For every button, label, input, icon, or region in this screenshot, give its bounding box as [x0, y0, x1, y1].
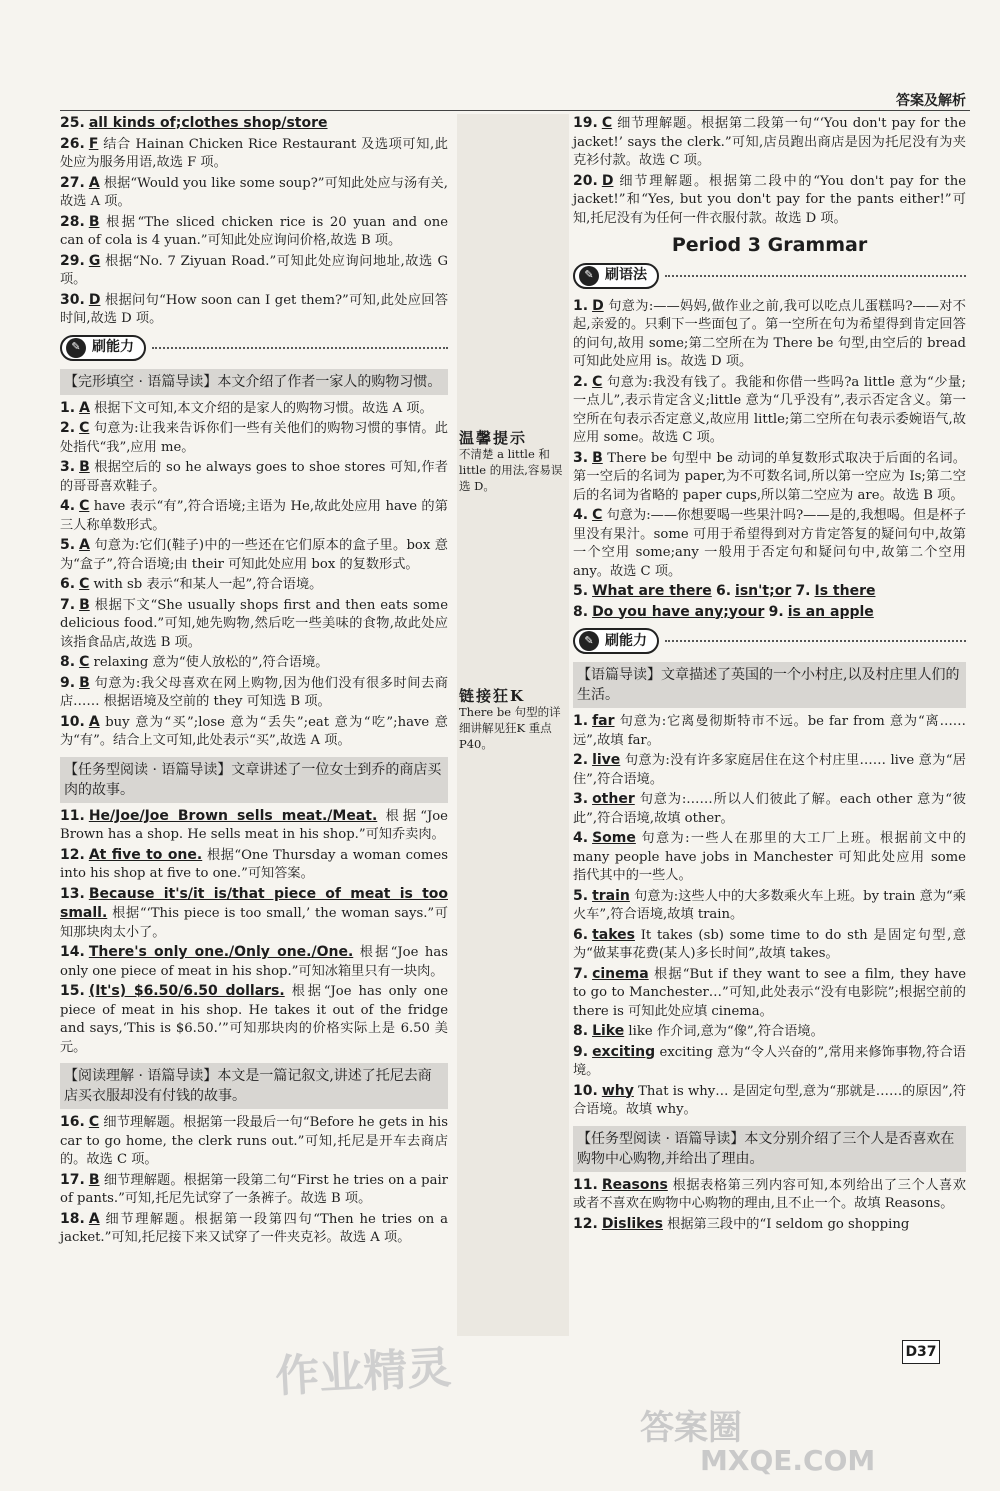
item-explanation: 根据第三段中的“I seldom go shopping	[667, 1216, 910, 1232]
item-number: 1.	[573, 297, 589, 314]
item-explanation: 细节理解题。根据第二段第一句“‘You don't pay for the jacket!’ says the clerk.”可知,店员跑出商店是因为托尼没有为夹克衫付款。故选 C 项。	[573, 116, 966, 168]
item-answer: C	[592, 373, 603, 390]
header-rule	[60, 110, 970, 111]
item-explanation: buy 意为“买”;lose 意为“丢失”;eat 意为“吃”;have 意为“有”。结合上文可知,此处表示“买”,故选 A 项。	[60, 714, 448, 748]
section-label: 刷语法	[605, 267, 647, 284]
tip-note	[459, 430, 567, 494]
guide-reading: 【阅读理解 · 语篇导读】本文是一篇记叙文,讲述了托尼去商店买衣服却没有付钱的故事。	[60, 1063, 448, 1109]
item-answer: B	[88, 1171, 100, 1188]
item-explanation: 句意为:它离曼彻斯特市不远。be far from 意为“离……远”,故填 far。	[573, 714, 966, 748]
left-column	[60, 114, 448, 1249]
answer-item	[573, 1082, 966, 1120]
item-explanation: 根据“‘This piece is too small,’ the woman says.”可知那块肉太小了。	[60, 906, 448, 940]
item-answer: live	[592, 752, 621, 768]
item-number: 10.	[573, 1082, 598, 1099]
reading-answers	[60, 1113, 448, 1248]
item-answer: A	[79, 537, 90, 553]
answer-item	[573, 1043, 966, 1081]
watermark-logo: 答案圈	[640, 1408, 742, 1448]
grammar-answers	[573, 297, 966, 582]
item-number: 1.	[60, 399, 76, 416]
item-number: 30.	[60, 291, 85, 308]
item-number: 7.	[573, 965, 589, 982]
answer-item	[60, 419, 448, 457]
item-number: 8.	[573, 603, 589, 620]
item-answer: C	[88, 1114, 100, 1130]
item-explanation: 根据“Joe has only one piece of meat in his shop.”可知冰箱里只有一块肉。	[60, 945, 448, 979]
item-number: 3.	[60, 459, 76, 475]
item-number: 12.	[60, 846, 85, 863]
margin-notes-column	[457, 114, 569, 1336]
item-answer: A	[88, 713, 100, 730]
item-number: 7.	[795, 583, 811, 599]
item-number: 25.	[60, 115, 85, 131]
item-answer: Dislikes	[601, 1215, 663, 1232]
item-number: 29.	[60, 252, 85, 269]
item-answer: Is there	[814, 583, 876, 599]
item-answer: all kinds of;clothes shop/store	[88, 115, 328, 131]
section-header-ability-2	[573, 626, 966, 656]
answer-item	[60, 174, 448, 212]
item-answer: other	[592, 791, 635, 807]
answer-item	[60, 1210, 448, 1248]
section-header-ability	[60, 333, 448, 363]
item-answer: C	[79, 498, 90, 514]
item-answer: takes	[592, 926, 635, 943]
item-answer: Like	[592, 1023, 625, 1039]
item-answer: C	[79, 654, 90, 670]
task-answers	[60, 807, 448, 1058]
item-explanation: 根据空后的 so he always goes to shoe stores 可知,作者的哥哥喜欢鞋子。	[60, 460, 448, 494]
item-answer: B	[79, 459, 90, 475]
item-answer: (It's) $6.50/6.50 dollars.	[88, 983, 285, 999]
pencil-icon: ✎	[579, 266, 599, 286]
item-number: 16.	[60, 1114, 85, 1130]
item-answer: D	[88, 291, 101, 308]
item-explanation: 根据表格第三列内容可知,本列给出了三个人喜欢或者不喜欢在购物中心购物的理由,且不止一个。故填 Reasons。	[573, 1177, 966, 1211]
item-answer: Some	[592, 830, 636, 846]
item-explanation: 句意为:我父母喜欢在网上购物,因为他们没有很多时间去商店…… 根据语境及空前的 they 可知选 B 项。	[60, 675, 448, 709]
answer-item	[60, 575, 448, 595]
watermark-text: 作业精灵	[274, 1342, 453, 1403]
item-number: 2.	[573, 373, 589, 390]
item-explanation: 句意为:它们(鞋子)中的一些还在它们原本的盒子里。box 意为“盒子”,符合语境;由 their 可知此处应用 box 的复数形式。	[60, 538, 448, 572]
item-answer: B	[79, 596, 90, 613]
answer-item	[60, 399, 448, 419]
answer-item	[60, 1113, 448, 1170]
item-explanation: 句意为:我没有钱了。我能和你借一些吗?a little 意为“少量;一点儿”,表示肯定含义;little 意为“几乎没有”,表示否定含义。第一空所在句表示否定意义,故应用 little;第二空所在句表示委婉语气,故应用 some。故选 C 项。	[573, 374, 967, 445]
item-number: 26.	[60, 135, 85, 152]
right-column	[573, 114, 966, 1235]
item-number: 2.	[573, 752, 589, 768]
item-explanation: have 表示“有”,符合语境;主语为 He,故此处应用 have 的第三人称单数形式。	[60, 499, 448, 533]
item-explanation: 句意为:一些人在那里的大工厂上班。根据前文中的 many people have jobs in Manchester 可知此处应用 some 指代其中的一些人。	[573, 831, 966, 883]
answer-item	[573, 114, 966, 171]
item-explanation: 根据“But if they want to see a film, they have to go to Manchester…”可知,此处表示“没有电影院”;根据空前的 there is 可知此处应填 cinema。	[573, 966, 966, 1019]
item-answer: train	[592, 887, 630, 904]
item-explanation: 句意为:让我来告诉你们一些有关他们的购物习惯的事情。此处指代“我”,应用 me。	[60, 421, 448, 455]
answer-item	[60, 497, 448, 535]
item-number: 7.	[60, 596, 76, 613]
item-answer: There's only one./Only one./One.	[88, 944, 354, 960]
answer-item	[573, 297, 966, 372]
item-number: 8.	[60, 654, 76, 670]
item-number: 11.	[573, 1176, 598, 1193]
item-number: 14.	[60, 944, 85, 960]
answer-item	[573, 965, 966, 1022]
section-divider	[665, 275, 966, 277]
item-explanation: There be 句型中 be 动词的单复数形式取决于后面的名词。第一空后的名词为 paper,为不可数名词,所以第一空应为 Is;第二空后的名词为省略的 paper cups,所以第二空应为 are。故选 B 项。	[573, 450, 966, 503]
item-answer: A	[79, 399, 90, 416]
section-label: 刷能力	[92, 339, 134, 356]
answer-item	[573, 926, 966, 964]
item-answer: cinema	[592, 965, 649, 982]
watermark-url: MXQE.COM	[700, 1444, 876, 1477]
answer-item	[60, 458, 448, 496]
item-answer: C	[592, 507, 603, 523]
item-number: 5.	[573, 887, 589, 904]
item-answer: B	[592, 449, 603, 466]
link-title: 链接狂K	[459, 687, 526, 705]
item-number: 8.	[573, 1023, 589, 1039]
item-number: 11.	[60, 807, 85, 824]
item-answer: why	[601, 1082, 634, 1099]
item-number: 4.	[573, 507, 589, 523]
answer-item	[573, 603, 966, 623]
item-explanation: 细节理解题。根据第一段第四句“Then he tries on a jacket.”可知,托尼接下来又试穿了一件夹克衫。故选 A 项。	[60, 1211, 448, 1245]
item-answer: exciting	[592, 1043, 656, 1060]
item-explanation: 细节理解题。根据第一段最后一句“Before he gets in his car to go home, the clerk runs out.”可知,托尼是开车去商店的。故选 C 项。	[60, 1115, 448, 1167]
item-number: 28.	[60, 213, 85, 230]
item-explanation: 细节理解题。根据第一段第二句“First he tries on a pair of pants.”可知,托尼先试穿了一条裤子。故选 B 项。	[60, 1172, 448, 1206]
item-explanation: 句意为:——妈妈,做作业之前,我可以吃点儿蛋糕吗?——对不起,亲爱的。只剩下一些面包了。第一空所在句为希望得到肯定回答的问句,故用 some;第二空所在为 There be 句型,由空后的 bread 可知此处应用 is。故选 D 项。	[573, 298, 966, 369]
link-note	[459, 688, 567, 752]
guide-task: 【任务型阅读 · 语篇导读】文章讲述了一位女士到乔的商店买肉的故事。	[60, 757, 448, 803]
item-number: 17.	[60, 1171, 85, 1188]
item-answer: D	[601, 172, 614, 189]
guide-passage: 【语篇导读】文章描述了英国的一个小村庄,以及村庄里人们的生活。	[573, 662, 966, 708]
answer-item	[60, 982, 448, 1057]
answer-item	[573, 751, 966, 789]
item-number: 9.	[768, 603, 784, 620]
link-text: There be 句型的详细讲解见狂K 重点 P40。	[459, 705, 561, 751]
item-explanation: 根据下文“She usually shops first and then eats some delicious food.”可知,她先购物,然后吃一些美味的食物,故此处应该指食品店,故选 B 项。	[60, 597, 448, 650]
item-explanation: with sb 表示“和某人一起”,符合语境。	[93, 577, 323, 592]
answer-item	[60, 536, 448, 574]
answer-item	[573, 887, 966, 925]
item-number: 1.	[573, 713, 589, 729]
answer-item	[60, 291, 448, 329]
item-answer: far	[592, 713, 615, 729]
task-answers-2	[573, 1176, 966, 1235]
answer-item	[60, 846, 448, 884]
item-answer: B	[88, 213, 100, 230]
item-answer: isn't;or	[735, 583, 792, 599]
answer-item	[573, 582, 966, 602]
item-explanation: 根据“Joe Brown has a shop. He sells meat in his shop.”可知乔卖肉。	[60, 808, 448, 842]
item-answer: A	[88, 1210, 100, 1227]
item-explanation: 根据“No. 7 Ziyuan Road.”可知此处应询问地址,故选 G 项。	[60, 253, 448, 287]
answer-item	[573, 449, 966, 506]
item-explanation: 句意为:——你想要喝一些果汁吗?——是的,我想喝。但是杯子里没有果汁。some 可用于希望得到对方肯定答复的疑问句中,故第一个空用 some;any 一般用于否定句和疑问句中,故第二个空用 any。故选 C 项。	[573, 508, 966, 579]
item-number: 27.	[60, 174, 85, 191]
answer-item	[60, 1171, 448, 1209]
guide-cloze: 【完形填空 · 语篇导读】本文介绍了作者一家人的购物习惯。	[60, 369, 448, 395]
tip-text: 不清楚 a little 和 little 的用法,容易误选 D。	[459, 447, 563, 493]
page-header-title: 答案及解析	[896, 93, 966, 109]
pencil-icon: ✎	[579, 631, 599, 651]
item-answer: C	[601, 115, 613, 131]
item-number: 6.	[573, 926, 589, 943]
word-answers	[573, 712, 966, 1120]
item-number: 3.	[573, 449, 589, 466]
item-number: 5.	[573, 583, 589, 599]
answer-item	[60, 252, 448, 290]
answer-item	[60, 213, 448, 251]
item-answer: is an apple	[787, 603, 874, 620]
answer-item	[573, 1176, 966, 1214]
item-number: 9.	[573, 1043, 589, 1060]
item-answer: Reasons	[601, 1176, 668, 1193]
item-number: 19.	[573, 115, 598, 131]
answer-item	[60, 713, 448, 751]
section-divider	[152, 347, 448, 349]
section-label: 刷能力	[605, 632, 647, 649]
answer-item	[60, 807, 448, 845]
answer-item	[60, 674, 448, 712]
page-number: D37	[902, 1340, 940, 1364]
answer-item	[60, 114, 448, 134]
item-number: 10.	[60, 713, 85, 730]
guide-task-2: 【任务型阅读 · 语篇导读】本文分别介绍了三个人是否喜欢在购物中心购物,并给出了理由。	[573, 1126, 966, 1172]
item-answer: F	[88, 135, 99, 152]
item-answer: C	[79, 420, 90, 436]
item-answer: Do you have any;your	[592, 603, 765, 620]
item-number: 20.	[573, 172, 598, 189]
item-number: 4.	[573, 830, 589, 846]
fill-answers	[573, 582, 966, 622]
item-explanation: That is why… 是固定句型,意为“那就是……的原因”,符合语境。故填 why。	[573, 1083, 966, 1117]
item-explanation: 根据下文可知,本文介绍的是家人的购物习惯。故选 A 项。	[94, 400, 433, 416]
item-number: 6.	[60, 576, 76, 592]
period-title: Period 3 Grammar	[671, 234, 868, 256]
dialogue-answers	[60, 114, 448, 329]
item-number: 12.	[573, 1215, 598, 1232]
section-divider	[665, 640, 966, 642]
answer-item	[573, 1215, 966, 1235]
item-explanation: 根据问句“How soon can I get them?”可知,此处应回答时间,故选 D 项。	[60, 292, 449, 326]
answer-item	[60, 885, 448, 943]
item-number: 13.	[60, 885, 85, 902]
item-number: 4.	[60, 498, 76, 514]
cloze-answers	[60, 399, 448, 751]
item-number: 9.	[60, 674, 76, 691]
answer-item	[573, 712, 966, 750]
item-explanation: 句意为:……所以人们彼此了解。each other 意为“彼此”,符合语境,故填 other。	[573, 792, 966, 826]
answer-item	[573, 373, 966, 448]
item-answer: G	[88, 252, 101, 269]
item-answer: What are there	[592, 583, 712, 599]
item-number: 5.	[60, 537, 76, 553]
item-explanation: 根据“Joe has only one piece of meat in his shop. He takes it out of the fridge and says,‘This is $6.50.’”可知那块肉的价格实际上是 6.50 美元。	[60, 984, 448, 1055]
item-number: 18.	[60, 1210, 85, 1227]
reading-answers-cont	[573, 114, 966, 228]
answer-item	[573, 506, 966, 581]
item-explanation: 结合 Hainan Chicken Rice Restaurant 及选项可知,此处应为服务用语,故选 F 项。	[60, 136, 448, 170]
item-number: 15.	[60, 983, 85, 999]
answer-item	[60, 943, 448, 981]
answer-item	[60, 596, 448, 653]
item-explanation: like 作介词,意为“像”,符合语境。	[628, 1024, 824, 1039]
item-explanation: relaxing 意为“使人放松的”,符合语境。	[93, 655, 329, 670]
section-header-grammar	[573, 261, 966, 291]
item-number: 3.	[573, 791, 589, 807]
answer-item	[573, 829, 966, 886]
item-number: 6.	[715, 583, 732, 599]
item-explanation: exciting 意为“令人兴奋的”,常用来修饰事物,符合语境。	[573, 1044, 966, 1078]
item-explanation: 根据“The sliced chicken rice is 20 yuan and one can of cola is 4 yuan.”可知此处应询问价格,故选 B 项。	[60, 214, 448, 248]
item-explanation: 句意为:这些人中的大多数乘火车上班。by train 意为“乘火车”,符合语境,故填 train。	[573, 888, 966, 922]
item-explanation: It takes (sb) some time to do sth 是固定句型,意为“做某事花费(某人)多长时间”,故填 takes。	[573, 927, 966, 961]
answer-item	[573, 790, 966, 828]
item-number: 2.	[60, 420, 76, 436]
item-answer: D	[592, 297, 604, 314]
item-explanation: 句意为:没有许多家庭居住在这个村庄里…… live 意为“居住”,符合语境。	[573, 753, 966, 787]
item-answer: A	[88, 174, 100, 191]
item-answer: B	[79, 674, 90, 691]
answer-item	[573, 1022, 966, 1042]
item-explanation: 根据“One Thursday a woman comes into his shop at five to one.”可知答案。	[60, 847, 448, 881]
item-answer: Because it's/it is/that piece of meat is too small.	[60, 885, 448, 921]
answer-item	[60, 653, 448, 673]
answer-item	[573, 172, 966, 229]
item-answer: He/Joe/Joe Brown sells meat./Meat.	[88, 807, 378, 824]
pencil-icon: ✎	[66, 338, 86, 358]
item-answer: C	[79, 576, 90, 592]
item-answer: At five to one.	[88, 846, 203, 863]
tip-title: 温馨提示	[459, 429, 528, 447]
item-explanation: 根据“Would you like some soup?”可知此处应与汤有关,故选 A 项。	[60, 175, 448, 209]
answer-item	[60, 135, 448, 173]
item-explanation: 细节理解题。根据第二段中的“You don't pay for the jacket!”和“Yes, but you don't pay for the pants either!”可知,托尼没有为任何一件衣服付款。故选 D 项。	[573, 173, 966, 226]
